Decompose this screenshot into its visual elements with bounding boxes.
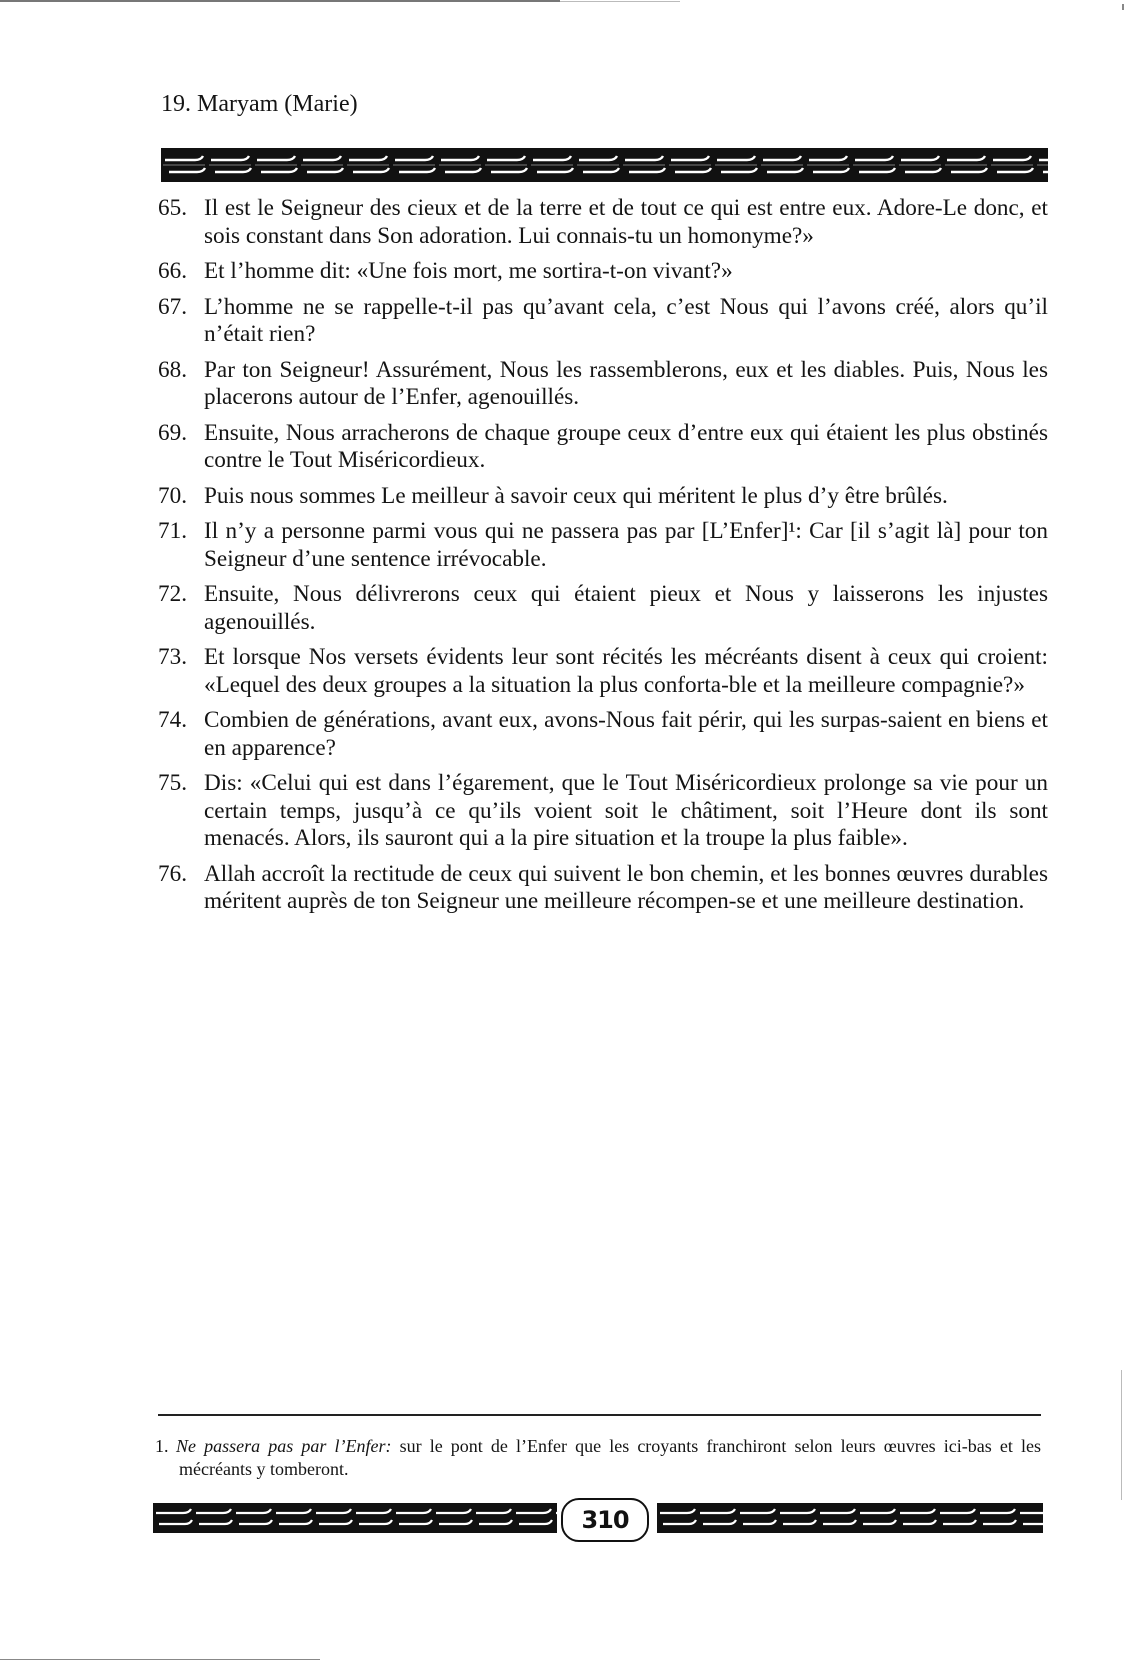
ornamental-band-bottom-left (153, 1503, 557, 1533)
footnote-text: sur le pont de l’Enfer que les croyants franchiront selon leurs œuvres ici-bas et les mécréants y tomberont. (179, 1436, 1041, 1479)
verse-list (158, 195, 1048, 924)
verse-number: 75. (158, 770, 187, 796)
verse-number: 70. (158, 482, 187, 509)
verse-65 (158, 195, 1048, 250)
verse-text: Ensuite, Nous délivrerons ceux qui étaient pieux et Nous y laisserons les injustes agenouillés. (204, 581, 1048, 635)
verse-text: Il n’y a personne parmi vous qui ne passera pas par [L’Enfer]¹: Car [il s’agit là] pour ton Seigneur d’une sentence irrévocable. (204, 518, 1048, 572)
verse-text: Par ton Seigneur! Assurément, Nous les rassemblerons, eux et les diables. Puis, Nous les placerons autour de l’Enfer, agenouillés. (204, 356, 1048, 410)
running-header: 19. Maryam (Marie) (161, 91, 358, 117)
verse-text: Et lorsque Nos versets évidents leur sont récités les mécréants disent à ceux qui croient: «Lequel des deux groupes a la situation la plus conforta-ble et la meilleure compagnie?» (204, 644, 1048, 698)
verse-text: Ensuite, Nous arracherons de chaque groupe ceux d’entre eux qui étaient les plus obstinés contre le Tout Miséricordieux. (204, 419, 1048, 473)
scan-edge-top-thin (560, 1, 680, 2)
verse-66 (158, 258, 1048, 286)
verse-number: 76. (158, 860, 187, 887)
verse-number: 66. (158, 258, 187, 284)
verse-text: Dis: «Celui qui est dans l’égarement, que le Tout Miséricordieux prolonge sa vie pour un certain temps, jusqu’à ce qu’ils voient soit le châtiment, soit l’Heure dont ils sont menacés. Alors, ils sauront qui a la pire situation et la troupe la plus faible». (204, 770, 1048, 851)
ornamental-band-bottom-right (657, 1503, 1043, 1533)
verse-68 (158, 357, 1048, 412)
verse-number: 74. (158, 707, 187, 733)
verse-71 (158, 518, 1048, 573)
verse-69 (158, 420, 1048, 475)
verse-text: Et l’homme dit: «Une fois mort, me sortira-t-on vivant?» (204, 258, 733, 284)
page-number: 310 (561, 1498, 649, 1542)
ornamental-band-top (161, 148, 1048, 182)
verse-number: 72. (158, 581, 187, 607)
verse-67 (158, 294, 1048, 349)
verse-76 (158, 861, 1048, 916)
verse-74 (158, 707, 1048, 762)
verse-number: 69. (158, 419, 187, 446)
scan-mark-corner (1122, 4, 1124, 10)
verse-number: 68. (158, 356, 187, 383)
footnote-number: 1. (155, 1436, 169, 1456)
footnote-rule (158, 1414, 1041, 1416)
scan-edge-bottom (0, 1659, 320, 1660)
footnote-term: Ne passera pas par l’Enfer: (176, 1436, 392, 1456)
verse-text: Allah accroît la rectitude de ceux qui suivent le bon chemin, et les bonnes œuvres durables méritent auprès de ton Seigneur une meilleure récompen-se et une meilleure destination. (204, 860, 1048, 914)
verse-text: Combien de générations, avant eux, avons-Nous fait périr, qui les surpas-saient en biens et en apparence? (204, 707, 1048, 761)
verse-70 (158, 483, 1048, 511)
verse-text: Il est le Seigneur des cieux et de la terre et de tout ce qui est entre eux. Adore-Le donc, et sois constant dans Son adoration. Lui connais-tu un homonyme?» (204, 195, 1048, 249)
verse-number: 73. (158, 644, 187, 670)
scan-mark-right (1121, 1370, 1122, 1500)
scan-edge-top (0, 0, 560, 2)
verse-72 (158, 581, 1048, 636)
verse-text: L’homme ne se rappelle-t-il pas qu’avant cela, c’est Nous qui l’avons créé, alors qu’il n’était rien? (204, 293, 1048, 347)
verse-number: 67. (158, 293, 187, 320)
verse-75 (158, 770, 1048, 853)
verse-text: Puis nous sommes Le meilleur à savoir ceux qui méritent le plus d’y être brûlés. (204, 482, 948, 509)
verse-73 (158, 644, 1048, 699)
verse-number: 71. (158, 518, 187, 544)
verse-number: 65. (158, 195, 187, 221)
footnote (155, 1435, 1041, 1481)
